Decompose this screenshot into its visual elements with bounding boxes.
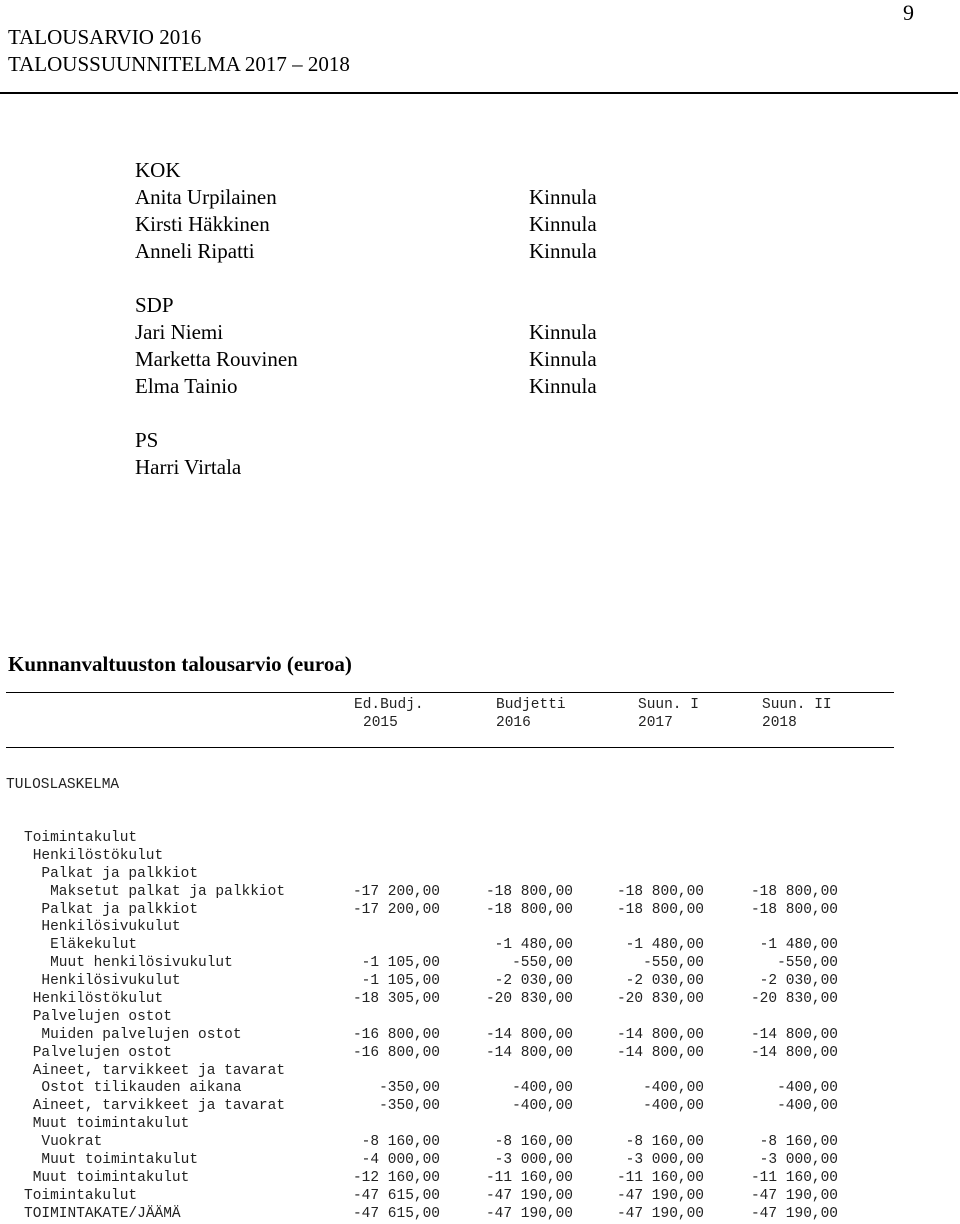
cell-value: -8 160,00 [361, 1134, 440, 1151]
member-row [135, 211, 655, 238]
cell-value: -4 000,00 [361, 1152, 440, 1169]
cell-value: -47 190,00 [750, 1187, 838, 1204]
member-name: Harri Virtala [135, 455, 242, 479]
table-row [6, 1098, 896, 1116]
table-row [6, 866, 896, 884]
cell-value: -47 615,00 [352, 1205, 440, 1222]
cell-value: -400,00 [643, 1080, 704, 1097]
member-row [135, 373, 655, 400]
table-row [6, 1080, 896, 1098]
header-divider [0, 92, 958, 94]
cell-value: -47 190,00 [485, 1187, 573, 1204]
row-label: Muut toimintakulut [41, 1152, 199, 1169]
row-label: Palkat ja palkkiot [41, 901, 199, 918]
table-header-rule [6, 747, 894, 748]
cell-value: -1 480,00 [494, 937, 573, 954]
cell-value: -16 800,00 [352, 1044, 440, 1061]
cell-value: -17 200,00 [352, 883, 440, 900]
row-label: TOIMINTAKATE/JÄÄMÄ [24, 1205, 181, 1222]
table-row [6, 902, 896, 920]
cell-value: -550,00 [512, 955, 573, 972]
cell-value: -8 160,00 [759, 1134, 838, 1151]
column-header-label: Budjetti [496, 697, 566, 713]
row-label: Muiden palvelujen ostot [41, 1026, 242, 1043]
cell-value: -14 800,00 [750, 1026, 838, 1043]
column-header-year: 2016 [496, 715, 531, 731]
report-title: TULOSLASKELMA [6, 777, 120, 793]
row-label: Palvelujen ostot [32, 1044, 172, 1061]
cell-value: -18 305,00 [352, 991, 440, 1008]
cell-value: -550,00 [777, 955, 838, 972]
cell-value: -3 000,00 [494, 1152, 573, 1169]
row-label: Eläkekulut [50, 937, 138, 954]
row-label: Palkat ja palkkiot [41, 865, 199, 882]
cell-value: -400,00 [643, 1098, 704, 1115]
member-row [135, 319, 655, 346]
table-row [6, 955, 896, 973]
cell-value: -350,00 [379, 1080, 440, 1097]
member-name: Elma Tainio [135, 374, 238, 398]
column-header-year: 2018 [762, 715, 797, 731]
table-row [6, 991, 896, 1009]
table-row [6, 1045, 896, 1063]
cell-value: -1 105,00 [361, 955, 440, 972]
cell-value: -8 160,00 [494, 1134, 573, 1151]
cell-value: -47 190,00 [750, 1205, 838, 1222]
budget-heading: Kunnanvaltuuston talousarvio (euroa) [8, 652, 352, 676]
row-label: Henkilösivukulut [41, 973, 181, 990]
cell-value: -2 030,00 [625, 973, 704, 990]
cell-value: -14 800,00 [616, 1026, 704, 1043]
cell-value: -14 800,00 [485, 1044, 573, 1061]
member-place: Kinnula [529, 239, 597, 263]
member-place: Kinnula [529, 374, 597, 398]
cell-value: -1 480,00 [759, 937, 838, 954]
member-place: Kinnula [529, 320, 597, 344]
document-title: TALOUSARVIO 2016 [8, 25, 202, 49]
cell-value: -17 200,00 [352, 901, 440, 918]
cell-value: -18 800,00 [616, 883, 704, 900]
party-heading: KOK [135, 158, 181, 182]
cell-value: -47 190,00 [616, 1205, 704, 1222]
cell-value: -18 800,00 [485, 883, 573, 900]
row-label: Aineet, tarvikkeet ja tavarat [32, 1098, 286, 1115]
column-header-year: 2017 [638, 715, 673, 731]
row-label: Ostot tilikauden aikana [41, 1080, 242, 1097]
table-row [6, 884, 896, 902]
cell-value: -1 105,00 [361, 973, 440, 990]
row-label: Aineet, tarvikkeet ja tavarat [32, 1062, 286, 1079]
column-header-label: Ed.Budj. [354, 697, 424, 713]
table-top-rule [6, 692, 894, 693]
row-label: Maksetut palkat ja palkkiot [50, 883, 286, 900]
row-label: Palvelujen ostot [32, 1008, 172, 1025]
table-row [6, 830, 896, 848]
cell-value: -11 160,00 [485, 1169, 573, 1186]
table-row [6, 919, 896, 937]
row-label: Henkilösivukulut [41, 919, 181, 936]
cell-value: -400,00 [777, 1098, 838, 1115]
member-row [135, 238, 655, 265]
cell-value: -2 030,00 [759, 973, 838, 990]
cell-value: -14 800,00 [750, 1044, 838, 1061]
member-name: Marketta Rouvinen [135, 347, 298, 371]
table-row [6, 1009, 896, 1027]
cell-value: -3 000,00 [759, 1152, 838, 1169]
party-heading: PS [135, 428, 159, 452]
cell-value: -20 830,00 [750, 991, 838, 1008]
column-header-year: 2015 [363, 715, 398, 731]
cell-value: -14 800,00 [485, 1026, 573, 1043]
column-header-label: Suun. II [762, 697, 832, 713]
cell-value: -8 160,00 [625, 1134, 704, 1151]
cell-value: -16 800,00 [352, 1026, 440, 1043]
cell-value: -18 800,00 [616, 901, 704, 918]
cell-value: -20 830,00 [616, 991, 704, 1008]
table-row [6, 848, 896, 866]
cell-value: -400,00 [777, 1080, 838, 1097]
member-row [135, 454, 655, 481]
cell-value: -18 800,00 [750, 883, 838, 900]
cell-value: -18 800,00 [485, 901, 573, 918]
cell-value: -14 800,00 [616, 1044, 704, 1061]
row-label: Henkilöstökulut [32, 991, 164, 1008]
cell-value: -3 000,00 [625, 1152, 704, 1169]
table-row [6, 1063, 896, 1081]
member-row [135, 184, 655, 211]
member-name: Anita Urpilainen [135, 185, 277, 209]
table-row [6, 937, 896, 955]
cell-value: -550,00 [643, 955, 704, 972]
table-row [6, 1134, 896, 1152]
cell-value: -1 480,00 [625, 937, 704, 954]
row-label: Henkilöstökulut [32, 847, 164, 864]
cell-value: -2 030,00 [494, 973, 573, 990]
cell-value: -400,00 [512, 1080, 573, 1097]
table-row [6, 1152, 896, 1170]
table-row [6, 1027, 896, 1045]
member-row [135, 346, 655, 373]
row-label: Vuokrat [41, 1134, 103, 1151]
cell-value: -47 615,00 [352, 1187, 440, 1204]
cell-value: -47 190,00 [616, 1187, 704, 1204]
table-row [6, 973, 896, 991]
member-name: Jari Niemi [135, 320, 224, 344]
row-label: Muut toimintakulut [32, 1116, 190, 1133]
row-label: Toimintakulut [24, 1187, 138, 1204]
row-label: Toimintakulut [24, 830, 138, 846]
page-number: 9 [903, 0, 914, 25]
cell-value: -11 160,00 [616, 1169, 704, 1186]
member-place: Kinnula [529, 212, 597, 236]
cell-value: -12 160,00 [352, 1169, 440, 1186]
table-row [6, 1116, 896, 1134]
cell-value: -20 830,00 [485, 991, 573, 1008]
cell-value: -18 800,00 [750, 901, 838, 918]
cell-value: -400,00 [512, 1098, 573, 1115]
table-row [6, 1170, 896, 1188]
cell-value: -11 160,00 [750, 1169, 838, 1186]
member-name: Kirsti Häkkinen [135, 212, 270, 236]
member-name: Anneli Ripatti [135, 239, 255, 263]
cell-value: -350,00 [379, 1098, 440, 1115]
report-rows [6, 830, 896, 1224]
member-list [135, 157, 655, 481]
member-place: Kinnula [529, 347, 597, 371]
party-heading: SDP [135, 293, 174, 317]
row-label: Muut toimintakulut [32, 1169, 190, 1186]
table-row [6, 1188, 896, 1206]
row-label: Muut henkilösivukulut [50, 955, 233, 972]
document-subtitle: TALOUSSUUNNITELMA 2017 – 2018 [8, 52, 350, 76]
cell-value: -47 190,00 [485, 1205, 573, 1222]
income-statement [6, 776, 896, 1224]
member-place: Kinnula [529, 185, 597, 209]
column-header-label: Suun. I [638, 697, 699, 713]
